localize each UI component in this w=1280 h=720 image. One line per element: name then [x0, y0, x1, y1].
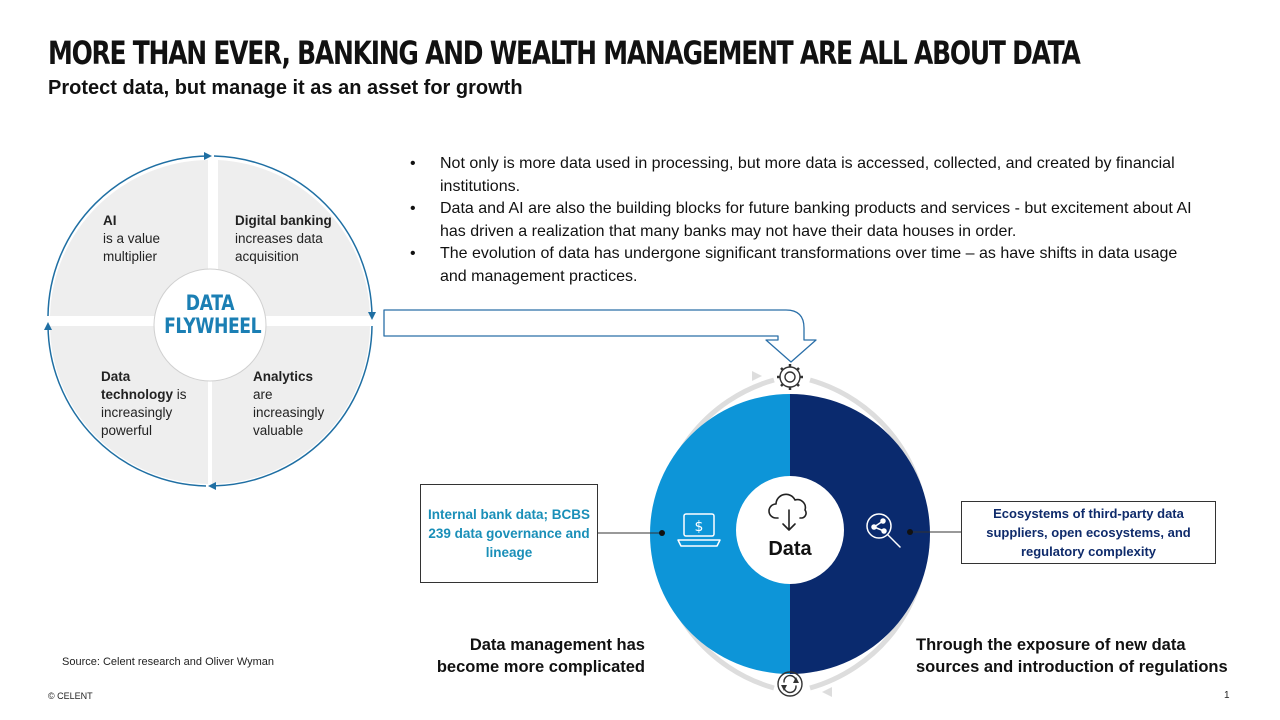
page-subtitle: Protect data, but manage it as an asset for growth	[48, 77, 523, 99]
refresh-icon	[778, 672, 802, 696]
left-caption: Data management has become more complicated	[436, 636, 645, 676]
segment-ai-text: AI is a value multiplier	[103, 213, 161, 264]
segment-analytics-text: Analytics are increasingly valuable	[253, 369, 325, 438]
connector-dot	[907, 529, 913, 535]
connector-dot	[659, 530, 665, 536]
copyright: © CELENT	[48, 691, 93, 701]
right-caption: Through the exposure of new data sources and introduction of regulations	[916, 636, 1228, 676]
data-center-label: Data	[768, 538, 812, 560]
page-title: MORE THAN EVER, BANKING AND WEALTH MANAGEMENT ARE ALL ABOUT DATA	[48, 34, 1080, 72]
internal-data-box: Internal bank data; BCBS 239 data governance and lineage	[420, 484, 598, 583]
page-number: 1	[1224, 690, 1230, 701]
ring-arrowhead	[752, 371, 762, 381]
gear-icon	[777, 364, 803, 390]
flywheel-hub-label: DATA FLYWHEEL	[164, 291, 262, 338]
ecosystems-box: Ecosystems of third-party data suppliers, open ecosystems, and regulatory complexity	[961, 501, 1216, 564]
segment-data-technology-text: Data technology is increasingly powerful	[101, 369, 187, 438]
segment-digital-banking-text: Digital banking increases data acquisition	[235, 213, 332, 264]
source-note: Source: Celent research and Oliver Wyman	[62, 656, 275, 668]
svg-text:$: $	[694, 519, 704, 535]
connector-arrow	[384, 310, 816, 362]
ring-arrowhead	[822, 687, 832, 697]
bullet-item: • The evolution of data has undergone significant transformations over time – as have shifts in data usage and management practices.	[410, 243, 1200, 288]
bullet-item: • Data and AI are also the building blocks for future banking products and services - but excitement about AI has driven a realization that many banks may not have their data houses in order.	[410, 198, 1200, 243]
bullet-item: • Not only is more data used in processing, but more data is accessed, collected, and created by financial institutions.	[410, 153, 1200, 198]
